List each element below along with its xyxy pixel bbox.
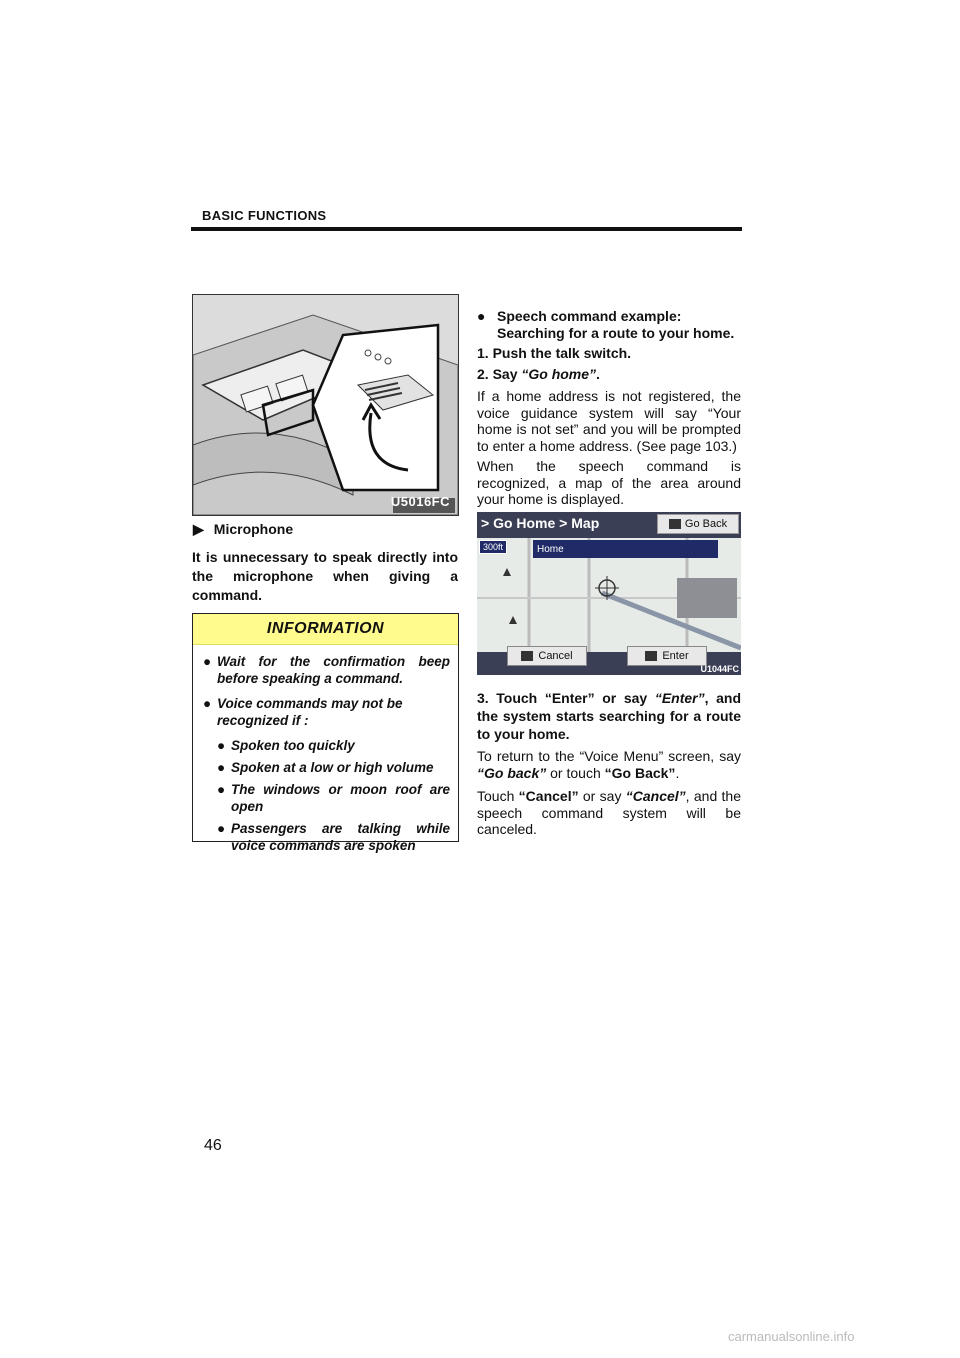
paragraph-recognized: When the speech command is recognized, a map of the area around your home is displayed. xyxy=(477,458,741,507)
screen-title: > Go Home > Map xyxy=(481,515,600,531)
bullet-icon: ● xyxy=(203,654,212,669)
navigation-screenshot xyxy=(477,512,741,675)
info-sublist xyxy=(203,737,450,854)
information-title: INFORMATION xyxy=(193,614,458,645)
caption-marker: ▶ xyxy=(193,521,204,537)
info-subitem: ● Spoken at a low or high volume xyxy=(217,760,434,775)
microphone-note: It is unnecessary to speak directly into the microphone when giving a command. xyxy=(192,549,458,603)
go-back-button: Go Back xyxy=(657,514,739,534)
example-heading: ● Speech command example: Searching for a route to your home. xyxy=(477,308,735,341)
microphone-caption xyxy=(193,521,293,538)
caption-text: Microphone xyxy=(213,521,294,537)
bullet-icon: ● xyxy=(217,782,226,797)
screen-code: U1044FC xyxy=(700,664,739,674)
microphone-illustration xyxy=(192,294,459,516)
enter-button: Enter xyxy=(627,646,707,666)
step-1: 1. Push the talk switch. xyxy=(477,345,632,361)
bullet-icon: ● xyxy=(477,308,486,324)
info-item: ● Voice commands may not be recognized if : xyxy=(203,696,403,728)
bullet-icon: ● xyxy=(217,760,226,775)
bullet-icon: ● xyxy=(217,738,226,753)
info-subitem: ● Passengers are talking while voice commands are spoken xyxy=(217,821,450,853)
bullet-icon: ● xyxy=(217,821,226,836)
page-number: 46 xyxy=(204,1137,222,1154)
figure-code: U5016FC xyxy=(390,494,450,509)
paragraph-go-back: To return to the “Voice Menu” screen, say “Go back” or touch “Go Back”. xyxy=(477,748,741,781)
information-box xyxy=(192,613,459,853)
voice-icon xyxy=(521,651,533,661)
cancel-button: Cancel xyxy=(507,646,587,666)
info-subitem: ● The windows or moon roof are open xyxy=(217,782,450,814)
paragraph-unregistered: If a home address is not registered, the voice guidance system will say “Your home is not set” and you will be prompted to enter a home address. (See page 103.) xyxy=(477,388,741,454)
home-label: Home xyxy=(533,540,718,558)
footer-watermark: carmanualsonline.info xyxy=(728,1329,855,1344)
info-item: ● Wait for the confirmation beep before speaking a command. xyxy=(203,654,450,686)
console-drawing xyxy=(193,295,458,515)
voice-icon xyxy=(645,651,657,661)
step-3: 3. Touch “Enter” or say “Enter”, and the system starts searching for a route to your home. xyxy=(477,690,741,742)
voice-icon xyxy=(669,519,681,529)
section-title: BASIC FUNCTIONS xyxy=(202,208,327,223)
header-rule xyxy=(191,227,742,231)
info-subitem: ● Spoken too quickly xyxy=(217,738,355,753)
step-2: 2. Say “Go home”. xyxy=(477,366,600,382)
bullet-icon: ● xyxy=(203,696,212,711)
map-scale: 300ft xyxy=(479,540,507,554)
paragraph-cancel: Touch “Cancel” or say “Cancel”, and the speech command system will be canceled. xyxy=(477,788,741,837)
